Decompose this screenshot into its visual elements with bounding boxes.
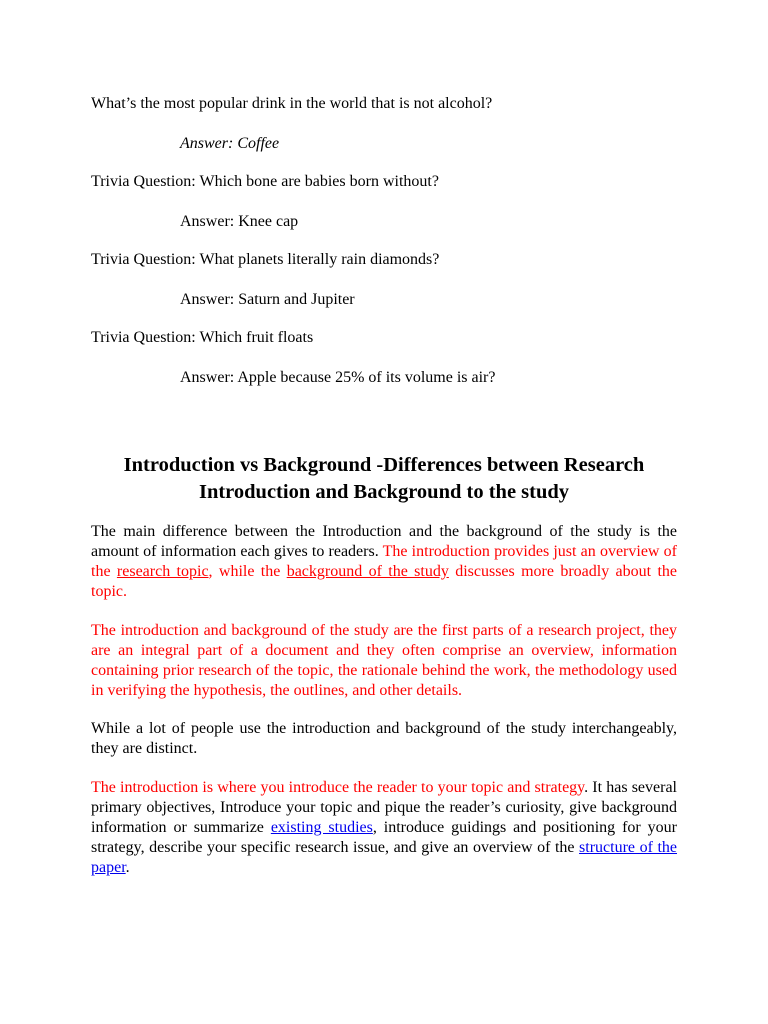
article-title-line-1: Introduction vs Background -Differences between Research bbox=[123, 454, 645, 476]
paragraph-4-text-b: , introduce guidings and positioning for your strategy, describe your specific research issue, and give an overview of the bbox=[91, 819, 678, 856]
trivia-question-3: Trivia Question: What planets literally rain diamonds? bbox=[91, 251, 440, 268]
background-of-the-study-link[interactable]: background of the study bbox=[286, 563, 449, 580]
paragraph-4-red-text: The introduction is where you introduce the reader to your topic and strategy bbox=[91, 779, 585, 796]
trivia-answer-4: Answer: Apple because 25% of its volume is air? bbox=[180, 369, 496, 386]
paragraph-4-text-c: . bbox=[125, 859, 130, 876]
structure-of-the-paper-link[interactable]: structure of the paper bbox=[91, 839, 677, 876]
paragraph-2: The introduction and background of the study are the first parts of a research project, they are an integral part of a document and they often comprise an overview, information containing prior research of the topic, the rationale behind the work, the methodology used in verifying the hypothesis, the outlines, and other details. bbox=[91, 622, 677, 699]
paragraph-1-text-d: discusses more broadly about the topic. bbox=[91, 563, 678, 600]
trivia-question-4: Trivia Question: Which fruit floats bbox=[91, 329, 314, 346]
paragraph-4 bbox=[91, 778, 677, 878]
paragraph-1-text-a: The main difference between the Introduction and the background of the study is the amount of information each gives to readers. bbox=[91, 523, 677, 560]
paragraph-1-text-b: The introduction provides just an overview of the bbox=[91, 543, 678, 580]
paragraph-1-text-c: , while the bbox=[208, 563, 287, 580]
article-title-line-2: Introduction and Background to the study bbox=[198, 481, 570, 503]
paragraph-3: While a lot of people use the introduction and background of the study interchangeably, they are distinct. bbox=[91, 720, 677, 757]
research-topic-link[interactable]: research topic bbox=[116, 563, 209, 580]
trivia-question-2: Trivia Question: Which bone are babies born without? bbox=[91, 173, 439, 190]
trivia-answer-2: Answer: Knee cap bbox=[180, 213, 299, 230]
trivia-answer-1: Answer: Coffee bbox=[180, 135, 280, 152]
article-title bbox=[60, 452, 708, 506]
existing-studies-link[interactable]: existing studies bbox=[270, 819, 373, 836]
paragraph-4-text-a: . It has several primary objectives, Introduce your topic and pique the reader’s curiosity, give background information or summarize bbox=[91, 779, 677, 836]
trivia-question-1: What’s the most popular drink in the world that is not alcohol? bbox=[91, 95, 493, 112]
paragraph-1 bbox=[91, 522, 677, 602]
trivia-answer-3: Answer: Saturn and Jupiter bbox=[180, 291, 355, 308]
